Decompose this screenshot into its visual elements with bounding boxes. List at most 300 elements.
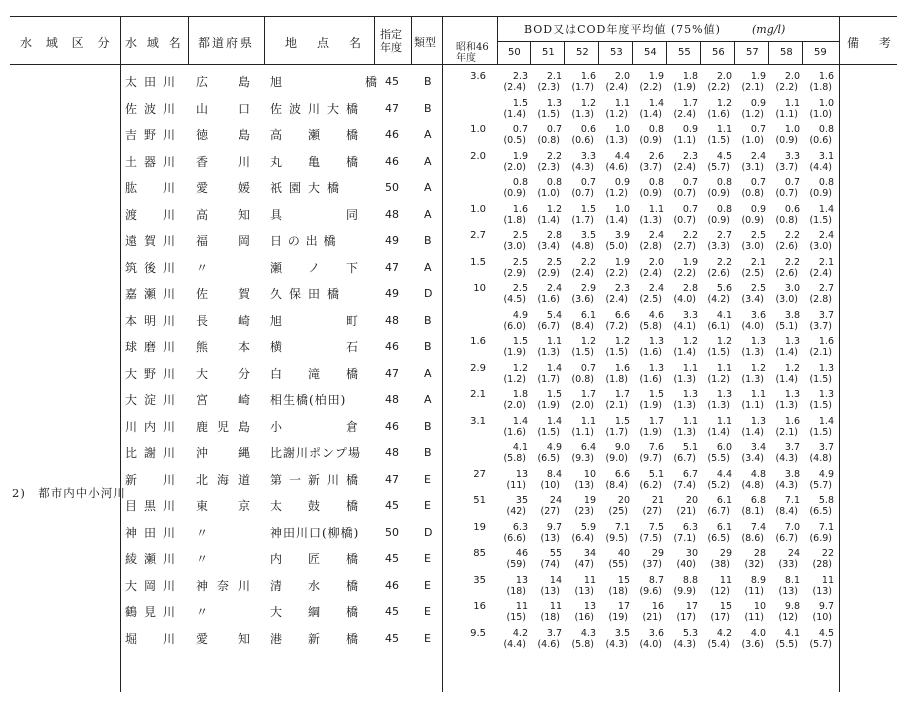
designated-year-cell: 48 (385, 393, 399, 406)
year-col-rule (734, 41, 735, 64)
bod-75pct: (0.7) (673, 188, 696, 199)
bod-value: 1.7 (682, 97, 698, 109)
water-name-cell: 本明川 (125, 313, 183, 328)
bod-75pct: (5.5) (707, 453, 730, 464)
bod-75pct: (0.8) (775, 214, 798, 226)
column-rule (120, 16, 121, 64)
year-header: 52 (576, 47, 589, 58)
bod-75pct: (1.6) (707, 108, 730, 120)
bod-value: 0.7 (580, 362, 596, 374)
bod-value: 1.6 (818, 336, 834, 347)
bod-75pct: (12) (710, 585, 730, 597)
bod-value: 3.9 (614, 230, 630, 241)
bod-75pct: (2.1) (775, 426, 798, 438)
bod-value: 1.6 (512, 203, 528, 215)
bod-value: 55 (549, 548, 562, 559)
prefecture-cell: 〃 (196, 260, 218, 275)
bod-value: 7.0 (784, 521, 800, 533)
designated-year-cell: 48 (385, 313, 399, 327)
site-cell: 内 匠 橋 (270, 552, 366, 566)
column-rule (188, 16, 189, 64)
type-cell: A (424, 154, 432, 168)
bod-value: 8.1 (784, 574, 800, 586)
bod-value: 6.8 (750, 495, 766, 506)
bod-75pct: (9.0) (605, 453, 628, 464)
type-cell: B (424, 419, 432, 433)
bod-value: 0.7 (512, 124, 528, 135)
bod-value: 28 (753, 548, 766, 559)
showa46-cell: 2.9 (470, 362, 486, 374)
site-cell: 神田川口(柳橋) (270, 525, 360, 540)
bod-75pct: (8.6) (741, 532, 764, 544)
bod-value: 0.7 (750, 124, 766, 135)
bod-value: 30 (685, 548, 698, 559)
bod-value: 2.3 (512, 71, 528, 82)
bod-75pct: (1.4) (537, 214, 560, 226)
type-cell: E (424, 578, 431, 592)
bod-value: 1.5 (512, 97, 528, 109)
bod-75pct: (6.5) (537, 453, 560, 464)
showa46-cell: 3.6 (470, 71, 486, 82)
type-cell: A (424, 207, 432, 221)
bod-75pct: (1.3) (741, 373, 764, 385)
bod-value: 29 (719, 548, 732, 559)
bod-75pct: (4.0) (741, 320, 764, 332)
column-rule (264, 16, 265, 64)
bod-75pct: (10) (540, 479, 560, 491)
bod-75pct: (1.5) (809, 400, 832, 411)
prefecture-cell: 愛 知 (196, 631, 260, 646)
bod-75pct: (4.5) (503, 294, 526, 305)
bod-value: 1.4 (546, 415, 562, 427)
bod-75pct: (32) (744, 559, 764, 570)
bod-value: 1.0 (614, 124, 630, 135)
year-header: 50 (508, 47, 521, 58)
bod-value: 1.5 (546, 389, 562, 400)
type-cell: D (424, 287, 433, 300)
bod-75pct: (3.4) (537, 241, 560, 252)
bod-value: 1.1 (580, 415, 596, 427)
water-name-cell: 堀 川 (125, 631, 183, 646)
bod-value: 0.7 (580, 177, 596, 188)
bod-value: 1.3 (648, 362, 664, 374)
bod-value: 1.2 (580, 336, 596, 347)
bod-value: 8.4 (546, 468, 562, 480)
bod-value: 2.9 (580, 283, 596, 294)
bod-75pct: (2.4) (639, 267, 662, 279)
bod-75pct: (1.9) (537, 400, 560, 411)
bod-value: 6.1 (716, 495, 732, 506)
bod-value: 4.2 (512, 627, 528, 639)
type-cell: E (424, 472, 431, 486)
bod-75pct: (4.3) (571, 161, 594, 173)
bod-75pct: (4.1) (673, 320, 696, 332)
bod-value: 4.5 (818, 627, 834, 639)
bod-75pct: (2.9) (503, 267, 526, 279)
bod-75pct: (1.4) (741, 426, 764, 438)
bod-value: 35 (515, 495, 528, 506)
year-header: 57 (746, 47, 759, 58)
bod-75pct: (1.9) (503, 347, 526, 358)
bod-value: 0.8 (648, 177, 664, 188)
bod-75pct: (6.1) (707, 320, 730, 332)
bod-75pct: (1.8) (809, 82, 832, 93)
site-cell: 高 瀬 橋 (270, 128, 366, 142)
bod-75pct: (47) (574, 559, 594, 570)
bod-value: 1.5 (512, 336, 528, 347)
bod-value: 1.2 (682, 336, 698, 347)
bod-value: 5.1 (648, 468, 664, 480)
bod-75pct: (55) (608, 559, 628, 570)
bod-75pct: (1.0) (741, 135, 764, 146)
bod-75pct: (2.2) (775, 82, 798, 93)
type-cell: B (424, 446, 432, 459)
bod-value: 13 (515, 468, 528, 480)
bod-value: 6.1 (580, 309, 596, 321)
showa46-cell: 1.5 (470, 256, 486, 268)
column-rule (442, 16, 443, 64)
bod-75pct: (1.6) (639, 347, 662, 358)
header-water-name: 水 域 名 (125, 36, 184, 50)
bod-value: 5.9 (580, 521, 596, 533)
bod-75pct: (1.3) (673, 400, 696, 411)
showa46-cell: 9.5 (470, 627, 486, 639)
bod-value: 3.0 (784, 283, 800, 294)
bod-value: 3.3 (682, 309, 698, 321)
site-cell: 具 同 (270, 207, 366, 222)
bod-value: 14 (549, 574, 562, 586)
bod-value: 1.8 (512, 389, 528, 400)
bod-75pct: (2.6) (775, 241, 798, 252)
type-cell: B (424, 75, 432, 88)
bod-value: 11 (583, 574, 596, 586)
bod-value: 1.7 (614, 389, 630, 400)
bod-value: 3.7 (546, 627, 562, 639)
header-showa46: 昭和46年度 (456, 42, 489, 64)
bod-75pct: (4.4) (503, 638, 526, 650)
bod-75pct: (7.4) (673, 479, 696, 491)
bod-75pct: (5.0) (605, 241, 628, 252)
bod-value: 1.9 (682, 256, 698, 268)
bod-75pct: (3.0) (809, 241, 832, 252)
bod-75pct: (59) (506, 559, 526, 570)
bod-value: 6.1 (716, 521, 732, 533)
bod-value: 4.1 (716, 309, 732, 321)
bod-value: 15 (617, 574, 630, 586)
bod-75pct: (4.2) (707, 294, 730, 305)
bod-value: 19 (583, 495, 596, 506)
bod-value: 9.0 (614, 442, 630, 453)
bod-75pct: (8.4) (605, 479, 628, 491)
bod-value: 0.9 (750, 203, 766, 215)
bod-75pct: (5.8) (503, 453, 526, 464)
bod-75pct: (13) (812, 585, 832, 597)
bod-75pct: (27) (642, 506, 662, 517)
site-cell: 丸 亀 橋 (270, 154, 366, 169)
bod-value: 2.4 (546, 283, 562, 294)
water-name-cell: 大淀川 (125, 393, 183, 407)
designated-year-cell: 46 (385, 340, 399, 353)
bod-value: 9.8 (784, 601, 800, 612)
year-header: 58 (780, 47, 793, 58)
type-cell: B (424, 234, 432, 247)
bod-value: 0.7 (750, 177, 766, 188)
bod-value: 6.3 (512, 521, 528, 533)
bod-75pct: (1.1) (741, 400, 764, 411)
bod-75pct: (40) (676, 559, 696, 570)
site-cell: 横 石 (270, 340, 366, 354)
bod-value: 1.3 (682, 389, 698, 400)
bod-value: 1.3 (546, 97, 562, 109)
bod-75pct: (1.3) (639, 214, 662, 226)
bod-value: 1.6 (784, 415, 800, 427)
bod-value: 0.6 (784, 203, 800, 215)
bod-value: 13 (515, 574, 528, 586)
bod-value: 2.0 (784, 71, 800, 82)
bod-value: 1.2 (784, 362, 800, 374)
bod-value: 4.4 (614, 150, 630, 162)
bod-value: 1.1 (716, 124, 732, 135)
bod-75pct: (1.3) (605, 135, 628, 146)
bod-value: 1.9 (648, 71, 664, 82)
bod-75pct: (8.4) (571, 320, 594, 332)
bod-75pct: (4.0) (673, 294, 696, 305)
bod-value: 1.4 (818, 415, 834, 427)
prefecture-cell: 福 岡 (196, 234, 260, 248)
designated-year-cell: 45 (385, 605, 399, 618)
bod-value: 3.7 (784, 442, 800, 453)
bod-75pct: (1.5) (537, 426, 560, 438)
site-cell: 大 綱 橋 (270, 605, 366, 619)
bod-75pct: (1.7) (605, 426, 628, 438)
bod-75pct: (1.4) (673, 347, 696, 358)
bod-value: 1.9 (750, 71, 766, 82)
bod-75pct: (37) (642, 559, 662, 570)
bod-75pct: (1.3) (741, 347, 764, 358)
bod-75pct: (1.2) (741, 108, 764, 120)
site-cell: 瀬 ノ 下 (270, 260, 366, 275)
water-name-cell: 新 川 (125, 472, 183, 487)
bod-value: 0.8 (546, 177, 562, 188)
bod-value: 1.3 (784, 336, 800, 347)
type-cell: A (424, 366, 432, 380)
bod-value: 11 (549, 601, 562, 612)
bod-75pct: (2.4) (673, 161, 696, 173)
bod-value: 2.5 (512, 256, 528, 268)
bod-value: 13 (583, 601, 596, 612)
bod-75pct: (33) (778, 559, 798, 570)
designated-year-cell: 46 (385, 154, 399, 168)
showa46-cell: 85 (473, 548, 486, 559)
bod-value: 2.6 (648, 150, 664, 162)
bod-75pct: (2.3) (537, 161, 560, 173)
bod-value: 7.1 (784, 495, 800, 506)
water-name-cell: 比謝川 (125, 446, 183, 460)
bod-value: 40 (617, 548, 630, 559)
bod-75pct: (6.7) (775, 532, 798, 544)
bod-75pct: (27) (540, 506, 560, 517)
bod-75pct: (10) (812, 612, 832, 623)
prefecture-cell: 〃 (196, 552, 218, 566)
column-rule (374, 16, 375, 64)
bod-75pct: (1.0) (809, 108, 832, 120)
bod-value: 1.4 (546, 362, 562, 374)
bod-value: 1.3 (750, 415, 766, 427)
bod-75pct: (3.0) (775, 294, 798, 305)
bod-value: 2.2 (716, 256, 732, 268)
showa46-cell: 2.1 (470, 389, 486, 400)
bod-75pct: (4.8) (809, 453, 832, 464)
bod-75pct: (9.7) (639, 453, 662, 464)
year-header: 51 (542, 47, 555, 58)
column-rule (411, 16, 412, 64)
bod-75pct: (4.0) (639, 638, 662, 650)
bod-value: 7.6 (648, 442, 664, 453)
site-cell: 旭 橋 (270, 75, 385, 89)
bod-75pct: (6.9) (809, 532, 832, 544)
prefecture-cell: 〃 (196, 605, 218, 619)
bod-value: 6.3 (682, 521, 698, 533)
bod-value: 5.6 (716, 283, 732, 294)
year-col-rule (632, 41, 633, 64)
bod-75pct: (28) (812, 559, 832, 570)
year-header: 56 (712, 47, 725, 58)
bod-75pct: (1.3) (537, 347, 560, 358)
bod-75pct: (6.7) (537, 320, 560, 332)
bod-value: 1.0 (784, 124, 800, 135)
bod-75pct: (2.1) (741, 82, 764, 93)
bod-value: 2.4 (818, 230, 834, 241)
bod-75pct: (6.5) (707, 532, 730, 544)
bod-value: 3.7 (818, 309, 834, 321)
bod-value: 0.8 (818, 177, 834, 188)
site-cell: 小 倉 (270, 419, 366, 434)
bod-75pct: (13) (574, 479, 594, 491)
bod-value: 24 (787, 548, 800, 559)
bod-75pct: (2.4) (503, 82, 526, 93)
bod-value: 34 (583, 548, 596, 559)
showa46-cell: 27 (473, 468, 486, 480)
bod-value: 2.5 (750, 283, 766, 294)
bod-value: 2.3 (614, 283, 630, 294)
showa46-cell: 1.0 (470, 124, 486, 135)
bod-75pct: (18) (608, 585, 628, 597)
showa46-cell: 19 (473, 521, 486, 533)
prefecture-cell: 鹿児島 (196, 419, 260, 434)
designated-year-cell: 45 (385, 631, 399, 645)
bod-75pct: (2.8) (639, 241, 662, 252)
bod-75pct: (1.3) (673, 426, 696, 438)
showa46-cell: 3.1 (470, 415, 486, 427)
bod-value: 4.8 (750, 468, 766, 480)
year-col-rule (530, 41, 531, 64)
header-area-class: 水 域 区 分 (20, 36, 115, 50)
bod-75pct: (0.8) (537, 135, 560, 146)
bod-75pct: (1.7) (537, 373, 560, 385)
bod-value: 1.2 (546, 203, 562, 215)
bod-value: 24 (549, 495, 562, 506)
bod-value: 6.6 (614, 309, 630, 321)
bod-75pct: (1.3) (571, 108, 594, 120)
bod-value: 8.9 (750, 574, 766, 586)
bod-75pct: (2.4) (605, 294, 628, 305)
showa46-cell: 35 (473, 574, 486, 586)
bod-75pct: (1.9) (673, 82, 696, 93)
bod-75pct: (1.2) (503, 373, 526, 385)
table-divider (839, 64, 840, 692)
site-cell: 白 滝 橋 (270, 366, 366, 381)
prefecture-cell: 長 崎 (196, 313, 260, 328)
bod-75pct: (8.4) (775, 506, 798, 517)
bod-value: 5.8 (818, 495, 834, 506)
bod-75pct: (8.1) (741, 506, 764, 517)
showa46-cell: 10 (473, 283, 486, 294)
prefecture-cell: 愛 媛 (196, 181, 260, 195)
site-cell: 久保田橋 (270, 287, 347, 301)
bod-75pct: (3.1) (741, 161, 764, 173)
bod-value: 0.7 (682, 177, 698, 188)
designated-year-cell: 50 (385, 525, 399, 539)
bod-value: 0.8 (648, 124, 664, 135)
showa46-cell: 51 (473, 495, 486, 506)
bod-value: 4.4 (716, 468, 732, 480)
bod-value: 1.1 (546, 336, 562, 347)
bod-value: 1.6 (580, 71, 596, 82)
bod-value: 4.9 (818, 468, 834, 480)
type-cell: B (424, 313, 432, 327)
site-cell: 旭 町 (270, 313, 366, 328)
bod-value: 1.1 (614, 97, 630, 109)
header-prefecture: 都道府県 (198, 36, 255, 50)
bod-75pct: (0.9) (707, 214, 730, 226)
bod-75pct: (38) (710, 559, 730, 570)
bod-75pct: (7.2) (605, 320, 628, 332)
bod-value: 1.5 (648, 389, 664, 400)
water-name-cell: 筑後川 (125, 260, 183, 275)
bod-value: 1.5 (580, 203, 596, 215)
bod-75pct: (1.5) (809, 214, 832, 226)
bod-75pct: (3.7) (809, 320, 832, 332)
bod-value: 7.5 (648, 521, 664, 533)
bod-value: 1.3 (716, 389, 732, 400)
bod-75pct: (2.6) (775, 267, 798, 279)
bod-value: 4.5 (716, 150, 732, 162)
bod-value: 0.7 (784, 177, 800, 188)
bod-75pct: (4.8) (571, 241, 594, 252)
bod-75pct: (6.7) (707, 506, 730, 517)
bod-75pct: (2.2) (639, 82, 662, 93)
bod-75pct: (6.0) (503, 320, 526, 332)
bod-75pct: (0.9) (741, 214, 764, 226)
year-col-rule (768, 41, 769, 64)
bod-value: 2.5 (512, 283, 528, 294)
bod-75pct: (2.9) (537, 267, 560, 279)
bod-75pct: (0.9) (503, 188, 526, 199)
bod-75pct: (1.6) (503, 426, 526, 438)
bod-value: 1.3 (818, 362, 834, 374)
bod-75pct: (6.6) (503, 532, 526, 544)
bod-75pct: (25) (608, 506, 628, 517)
bod-75pct: (2.3) (537, 82, 560, 93)
prefecture-cell: 高 知 (196, 207, 260, 222)
bod-75pct: (1.7) (571, 214, 594, 226)
site-cell: 港 新 橋 (270, 631, 366, 646)
bod-value: 1.9 (512, 150, 528, 162)
bod-75pct: (4.6) (605, 161, 628, 173)
designated-year-cell: 50 (385, 181, 399, 194)
header-bod-title: BOD又はCOD年度平均値 (75%値) (524, 23, 721, 36)
bod-value: 3.1 (818, 150, 834, 162)
